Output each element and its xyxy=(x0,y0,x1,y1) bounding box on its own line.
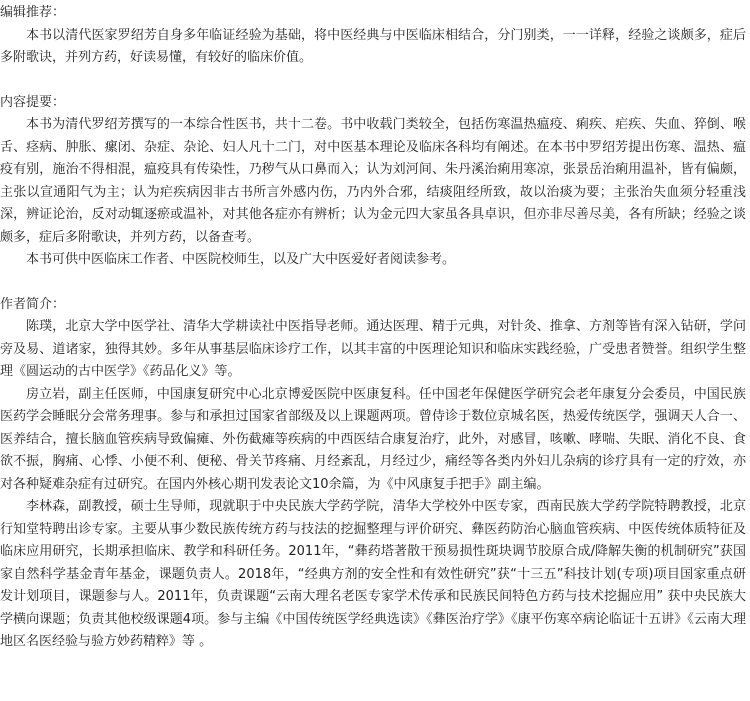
editor-recommendation-heading: 编辑推荐： xyxy=(0,5,66,20)
author-bio-fang-liyan: 房立岩，副主任医师，中国康复研究中心北京博爱医院中医康复科。任中国老年保健医学研究会老年康复分会委员，中国民族医药学会睡眠分会常务理事。参与和承担过国家省部级及以上课题两项。曾侍诊于数位京城名医，热爱传统医学，强调天人合一、医养结合，擅长脑血管疾病导致偏瘫、外伤截瘫等疾病的中西医结合康复治疗，此外，对感冒，咳嗽、哮喘、失眠、消化不良、食欲不振，胸痛、心悸、小便不利、便秘、骨关节疼痛、月经紊乱，月经过少，痛经等各类内外妇儿杂病的诊疗具有一定的疗效，亦对各种疑难杂症有过研究。在国内外核心期刊发表论文10余篇，为《中风康复手把手》副主编。 xyxy=(0,386,746,492)
editor-recommendation-paragraph: 本书以清代医家罗绍芳自身多年临证经验为基础，将中医经典与中医临床相结合，分门别类，一一详释，经验之谈颇多，症后多附歌诀，并列方药，好读易懂，有较好的临床价值。 xyxy=(0,27,746,65)
author-bio-chen-pu: 陈璞，北京大学中医学社、清华大学耕读社中医指导老师。通达医理、精于元典，对针灸、推拿、方剂等皆有深入钻研，学问旁及易、道诸家，独得其妙。多年从事基层临床诊疗工作，以其丰富的中医理论知识和临床实践经验，广受患者赞誉。组织学生整理《圆运动的古中医学》《药品化义》等。 xyxy=(0,319,746,379)
authors-heading: 作者简介： xyxy=(0,296,66,312)
author-bio-li-linsen: 李林森，副教授，硕士生导师，现就职于中央民族大学药学院，清华大学校外中医专家，西南民族大学药学院特聘教授，北京行知堂特聘出诊专家。主要从事少数民族传统方药与技法的挖掘整理与评价研究、彝医药防治心脑血管疾病、中医传统体质特征及临床应用研究，长期承担临床、教学和科研任务。2011年，“彝药塔著散干预易损性斑块调节胶原合成/降解失衡的机制研究”获国家自然科学基金青年基金，课题负责人。2018年，“经典方剂的安全性和有效性研究”获“十三五”科技计划(专项)项目国家重点研发计划项目，课题参与人。2011年，负责课题“云南大理名老医专家学术传承和民族民间特色方药与技术挖掘应用” 获中央民族大学横向课题；负责其他校级课题4项。参与主编《中国传统医学经典选读》《彝医治疗学》《康平伤寒卒病论临证十五讲》《云南大理地区名医经验与验方妙药精粹》等 。 xyxy=(0,499,746,649)
summary-audience-paragraph: 本书可供中医临床工作者、中医院校师生，以及广大中医爱好者阅读参考。 xyxy=(26,252,456,267)
summary-section xyxy=(0,92,746,272)
section-spacer xyxy=(0,272,746,294)
summary-paragraph: 本书为清代罗绍芳撰写的一本综合性医书，共十二卷。书中收载门类较全，包括伤寒温热瘟疫、痢疾、疟疾、失血、猝倒、喉舌、痉病、肿胀、瘰闭、杂症、杂论、妇人凡十二门，对中医基本理论及临床各科均有阐述。在本书中罗绍芳提出伤寒、温热、瘟疫有别，施治不得相混，瘟疫具有传染性，乃秽气从口鼻而入；认为刘河间、朱丹溪治痢用寒凉，张景岳治痢用温补，皆有偏颇，主张以宣通阳气为主；认为疟疾病因非古书所言外感内伤，乃内外合邪，结痰阻经所致，故以治痰为要；主张治失血须分轻重浅深，辨证论治，反对动辄逐瘀或温补，对其他各症亦有辨析；认为金元四大家虽各具卓识，但亦非尽善尽美，各有所缺；经验之谈颇多，症后多附歌诀，并列方药，以备查考。 xyxy=(0,117,746,245)
section-spacer xyxy=(0,70,746,92)
editor-recommendation-section xyxy=(0,2,746,70)
summary-heading: 内容提要： xyxy=(0,94,66,110)
authors-section xyxy=(0,294,746,654)
